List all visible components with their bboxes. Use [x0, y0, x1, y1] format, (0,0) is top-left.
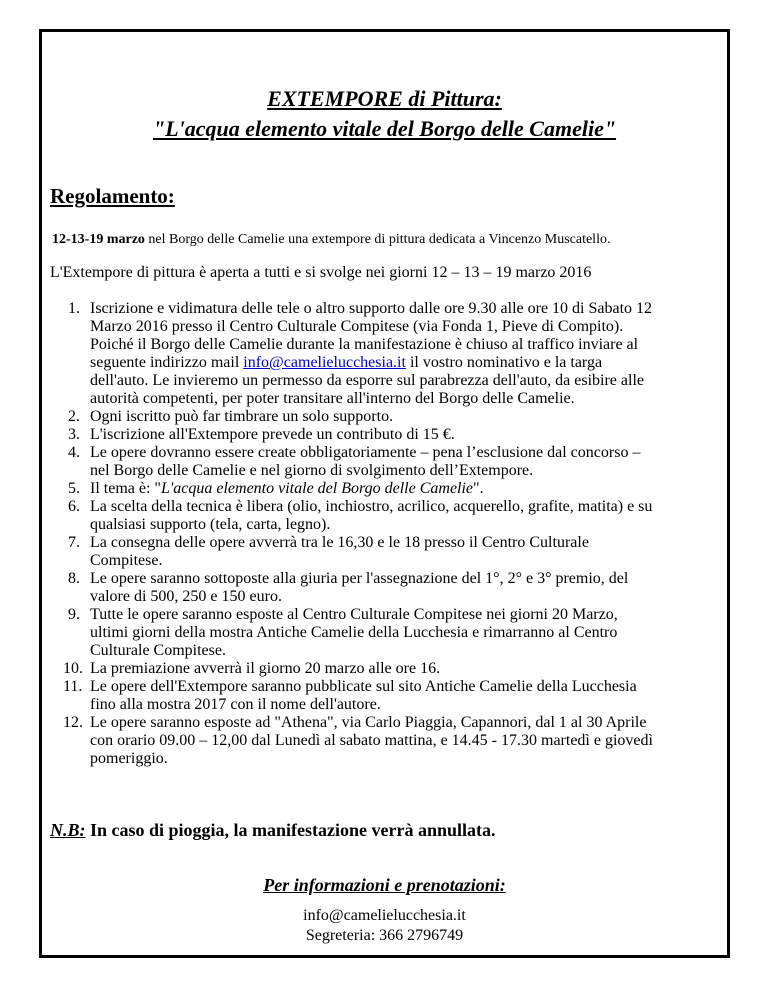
rule-item: [52, 480, 732, 498]
rule-number: 12.: [63, 714, 83, 731]
rule-number: 2.: [68, 408, 80, 425]
rule-line: nel Borgo delle Camelie e nel giorno di svolgimento dell’Extempore.: [90, 462, 534, 479]
rule-text: il vostro nominativo e la targa: [405, 354, 603, 371]
rule-item: [52, 426, 732, 444]
rule-item: [52, 606, 732, 660]
theme-title: L'acqua elemento vitale del Borgo delle Camelie: [160, 480, 474, 497]
rain-notice: [50, 820, 496, 841]
rule-item: [52, 534, 732, 570]
page-title: EXTEMPORE di Pittura:: [267, 86, 502, 111]
rule-number: 3.: [68, 426, 80, 443]
rule-item: [52, 408, 732, 426]
intro-dates: 12-13-19 marzo: [52, 232, 145, 247]
rule-line: dell'auto. Le invieremo un permesso da esporre sul parabrezza dell'auto, da esibire alle: [90, 372, 644, 389]
rule-line: Compitese.: [90, 552, 163, 569]
rule-line: qualsiasi supporto (tela, carta, legno).: [90, 516, 331, 533]
rule-number: 5.: [68, 480, 80, 497]
rule-number: 11.: [63, 678, 83, 695]
section-heading: Regolamento:: [50, 184, 175, 208]
rule-line: con orario 09.00 – 12,00 dal Lunedì al sabato mattina, e 14.45 - 17.30 martedì e giovedì: [90, 732, 653, 749]
rule-number: 10.: [63, 660, 83, 677]
rule-line: pomeriggio.: [90, 750, 168, 767]
rule-line: Le opere dell'Extempore saranno pubblicate sul sito Antiche Camelie della Lucchesia: [90, 678, 637, 695]
rule-number: 8.: [68, 570, 80, 587]
rule-line: L'iscrizione all'Extempore prevede un contributo di 15 €.: [90, 426, 455, 443]
rule-item: [52, 660, 732, 678]
rule-line: Le opere saranno esposte ad "Athena", via Carlo Piaggia, Capannori, dal 1 al 30 Aprile: [90, 714, 647, 731]
intro-paragraph: L'Extempore di pittura è aperta a tutti e si svolge nei giorni 12 – 13 – 19 marzo 2016: [50, 264, 592, 281]
rule-item: [52, 678, 732, 714]
nb-text: In caso di pioggia, la manifestazione verrà annullata.: [85, 820, 496, 840]
nb-label: N.B:: [50, 820, 86, 840]
rule-line: ultimi giorni della mostra Antiche Camelie della Lucchesia e rimarranno al Centro: [90, 624, 618, 641]
rule-line: Iscrizione e vidimatura delle tele o altro supporto dalle ore 9.30 alle ore 10 di Sabato 12: [90, 300, 653, 317]
rule-line: Le opere saranno sottoposte alla giuria per l'assegnazione del 1°, 2° e 3° premio, del: [90, 570, 629, 587]
rule-line: La scelta della tecnica è libera (olio, inchiostro, acrilico, acquerello, grafite, matita) e su: [90, 498, 653, 515]
rule-line: autorità competenti, per poter transitare all'interno del Borgo delle Camelie.: [90, 390, 575, 407]
rule-line: [90, 480, 732, 498]
rule-line: fino alla mostra 2017 con il nome dell'autore.: [90, 696, 381, 713]
rule-item: [52, 444, 732, 480]
rule-line: Culturale Compitese.: [90, 642, 226, 659]
rule-text: seguente indirizzo mail: [90, 354, 244, 371]
rule-number: 6.: [68, 498, 80, 515]
rules-list: [52, 300, 732, 768]
rule-line: Le opere dovranno essere create obbligatoriamente – pena l’esclusione dal concorso –: [90, 444, 641, 461]
document-frame: [39, 29, 730, 958]
rule-line: Marzo 2016 presso il Centro Culturale Compitese (via Fonda 1, Pieve di Compito).: [90, 318, 624, 335]
rule-text: Il tema è: ": [90, 480, 161, 497]
rule-item: [52, 714, 732, 768]
rule-text: ".: [473, 480, 484, 497]
rule-number: 7.: [68, 534, 80, 551]
rule-line: [90, 354, 732, 372]
rule-item: [52, 300, 732, 408]
rule-item: [52, 570, 732, 606]
rule-line: Tutte le opere saranno esposte al Centro Culturale Compitese nei giorni 20 Marzo,: [90, 606, 618, 623]
contact-phone: Segreteria: 366 2796749: [305, 927, 464, 944]
intro-text: nel Borgo delle Camelie una extempore di pittura dedicata a Vincenzo Muscatello.: [144, 232, 611, 247]
email-link[interactable]: info@camelielucchesia.it: [243, 354, 406, 371]
intro-line: [52, 232, 610, 248]
rule-number: 1.: [68, 300, 80, 317]
page-subtitle: "L'acqua elemento vitale del Borgo delle Camelie": [152, 116, 617, 141]
rule-line: La premiazione avverrà il giorno 20 marzo alle ore 16.: [90, 660, 441, 677]
rule-line: valore di 500, 250 e 150 euro.: [90, 588, 282, 605]
info-heading: Per informazioni e prenotazioni:: [263, 875, 506, 895]
rule-line: Ogni iscritto può far timbrare un solo supporto.: [90, 408, 394, 425]
rule-line: Poiché il Borgo delle Camelie durante la manifestazione è chiuso al traffico inviare al: [90, 336, 639, 353]
contact-email: info@camelielucchesia.it: [303, 907, 466, 924]
rule-item: [52, 498, 732, 534]
rule-number: 9.: [68, 606, 80, 623]
rule-line: La consegna delle opere avverrà tra le 16,30 e le 18 presso il Centro Culturale: [90, 534, 589, 551]
rule-number: 4.: [68, 444, 80, 461]
